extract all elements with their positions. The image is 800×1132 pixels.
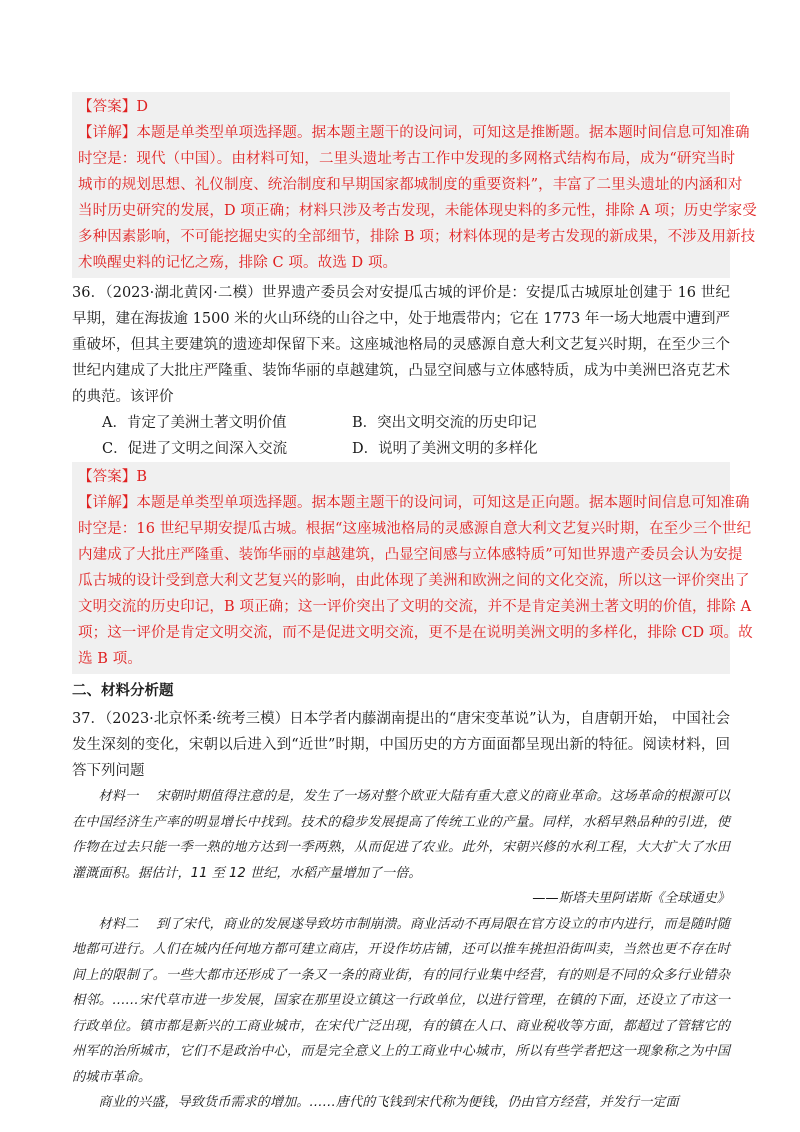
detail-line: 项；这一评价是肯定文明交流，而不是促进文明交流，更不是在说明美洲文明的多样化，排除 CD 项。故 (78, 625, 753, 641)
option-b: B．突出文明交流的历史印记 (352, 415, 537, 431)
option-a: A．肯定了美洲土著文明价值 (102, 415, 287, 431)
answer-label: 【答案】D (78, 99, 149, 115)
document-page (72, 92, 757, 1116)
detail-line: 当时历史研究的发展，D 项正确；材料只涉及考古发现，未能体现史料的多元性，排除 A 项；历史学家受 (78, 203, 757, 219)
answer-label: 【答案】B (78, 469, 148, 485)
question-stem: 37．（2023·北京怀柔·统考三模）日本学者内藤湖南提出的“唐宋变革说”认为，自唐朝开始， 中国社会发生深刻的变化，宋朝以后进入到“近世”时期，中国历史的方方面面都呈现出新的特征。阅读材料，回答下列问题 (72, 711, 730, 779)
question-37 (72, 706, 730, 784)
detail-line: 【详解】本题是单类型单项选择题。据本题主题干的设问词，可知这是正向题。据本题时间信息可知准确 (78, 495, 750, 511)
option-c: C．促进了文明之间深入交流 (102, 441, 288, 457)
options (72, 410, 730, 462)
answer-box-q35 (72, 92, 757, 278)
option-d: D．说明了美洲文明的多样化 (352, 441, 538, 457)
material-2 (72, 912, 730, 1116)
detail-line: 【详解】本题是单类型单项选择题。据本题主题干的设问词，可知这是推断题。据本题时间信息可知准确 (78, 125, 750, 141)
material-2-text: 材料二 到了宋代，商业的发展遂导致坊市制崩溃。商业活动不再局限在官方设立的市内进行，而是随时随地都可进行。人们在城内任何地方都可建立商店，开设作坊店铺，还可以推车挑担沿街叫卖，当然也更不存在时间上的限制了。一些大都市还形成了一条又一条的商业街，有的同行业集中经营，有的则是不同的众多行业错杂相邻。……宋代草市进一步发展，国家在那里设立镇这一行政单位，以进行管理，在镇的下面，还设立了市这一行政单位。镇市都是新兴的工商业城市，在宋代广泛出现，有的镇在人口、商业税收等方面，都超过了管辖它的州军的治所城市，它们不是政治中心，而是完全意义上的工商业中心城市，所以有些学者把这一现象称之为中国的城市革命。 (72, 916, 730, 1085)
section-title: 二、材料分析题 (72, 682, 174, 699)
material-1-text: 材料一 宋朝时期值得注意的是，发生了一场对整个欧亚大陆有重大意义的商业革命。这场革命的根源可以在中国经济生产率的明显增长中找到。技术的稳步发展提高了传统工业的产量。同样，水稻早熟品种的引进，使作物在过去只能一季一熟的地方达到一季两熟，从而促进了农业。此外，宋朝兴修的水利工程，大大扩大了水田灌溉面积。据估计，11 至 12 世纪，水稻产量增加了一倍。 (72, 789, 730, 881)
material-2-continued: 商业的兴盛，导致货币需求的增加。……唐代的飞钱到宋代称为便钱，仍由官方经营，并发行一定面 (98, 1095, 679, 1110)
detail-line: 城市的规划思想、礼仪制度、统治制度和早期国家都城制度的重要资料”，丰富了二里头遗址的内涵和对 (78, 177, 743, 193)
detail-line: 术唤醒史料的记忆之殇，排除 C 项。故选 D 项。 (78, 255, 398, 271)
detail-line: 内建成了大批庄严隆重、装饰华丽的卓越建筑，凸显空间感与立体感特质”可知世界遗产委员会认为安提 (78, 547, 743, 563)
answer-box-q36 (72, 462, 753, 674)
detail-line: 时空是：16 世纪早期安提瓜古城。根据“这座城池格局的灵感源自意大利文艺复兴时期，在至少三个世纪 (78, 521, 752, 537)
detail-line: 瓜古城的设计受到意大利文艺复兴的影响，由此体现了美洲和欧洲之间的文化交流，所以这一评价突出了 (78, 573, 750, 589)
material-1-source: ——斯塔夫里阿诺斯《全球通史》 (532, 891, 730, 906)
question-36 (72, 280, 730, 462)
detail-line: 选 B 项。 (78, 651, 142, 667)
detail-line: 时空是：现代（中国）。由材料可知，二里头遗址考古工作中发现的多网格式结构布局，成为“研究当时 (78, 151, 736, 167)
question-stem: 36．（2023·湖北黄冈·二模）世界遗产委员会对安提瓜古城的评价是：安提瓜古城原址创建于 16 世纪早期，建在海拔逾 1500 米的火山环绕的山谷之中，处于地震带内；它在 1773 年一场大地震中遭到严重破坏，但其主要建筑的遗迹却保留下来。这座城池格局的灵感源自意大利文艺复兴时期，在至少三个世纪内建成了大批庄严隆重、装饰华丽的卓越建筑，凸显空间感与立体感特质，成为中美洲巴洛克艺术的典范。该评价 (72, 285, 730, 405)
detail-line: 文明交流的历史印记，B 项正确；这一评价突出了文明的交流，并不是肯定美洲土著文明的价值，排除 A (78, 599, 752, 615)
material-1 (72, 784, 730, 886)
detail-line: 多种因素影响，不可能挖掘史实的全部细节，排除 B 项；材料体现的是考古发现的新成果，不涉及用新技 (78, 229, 756, 245)
